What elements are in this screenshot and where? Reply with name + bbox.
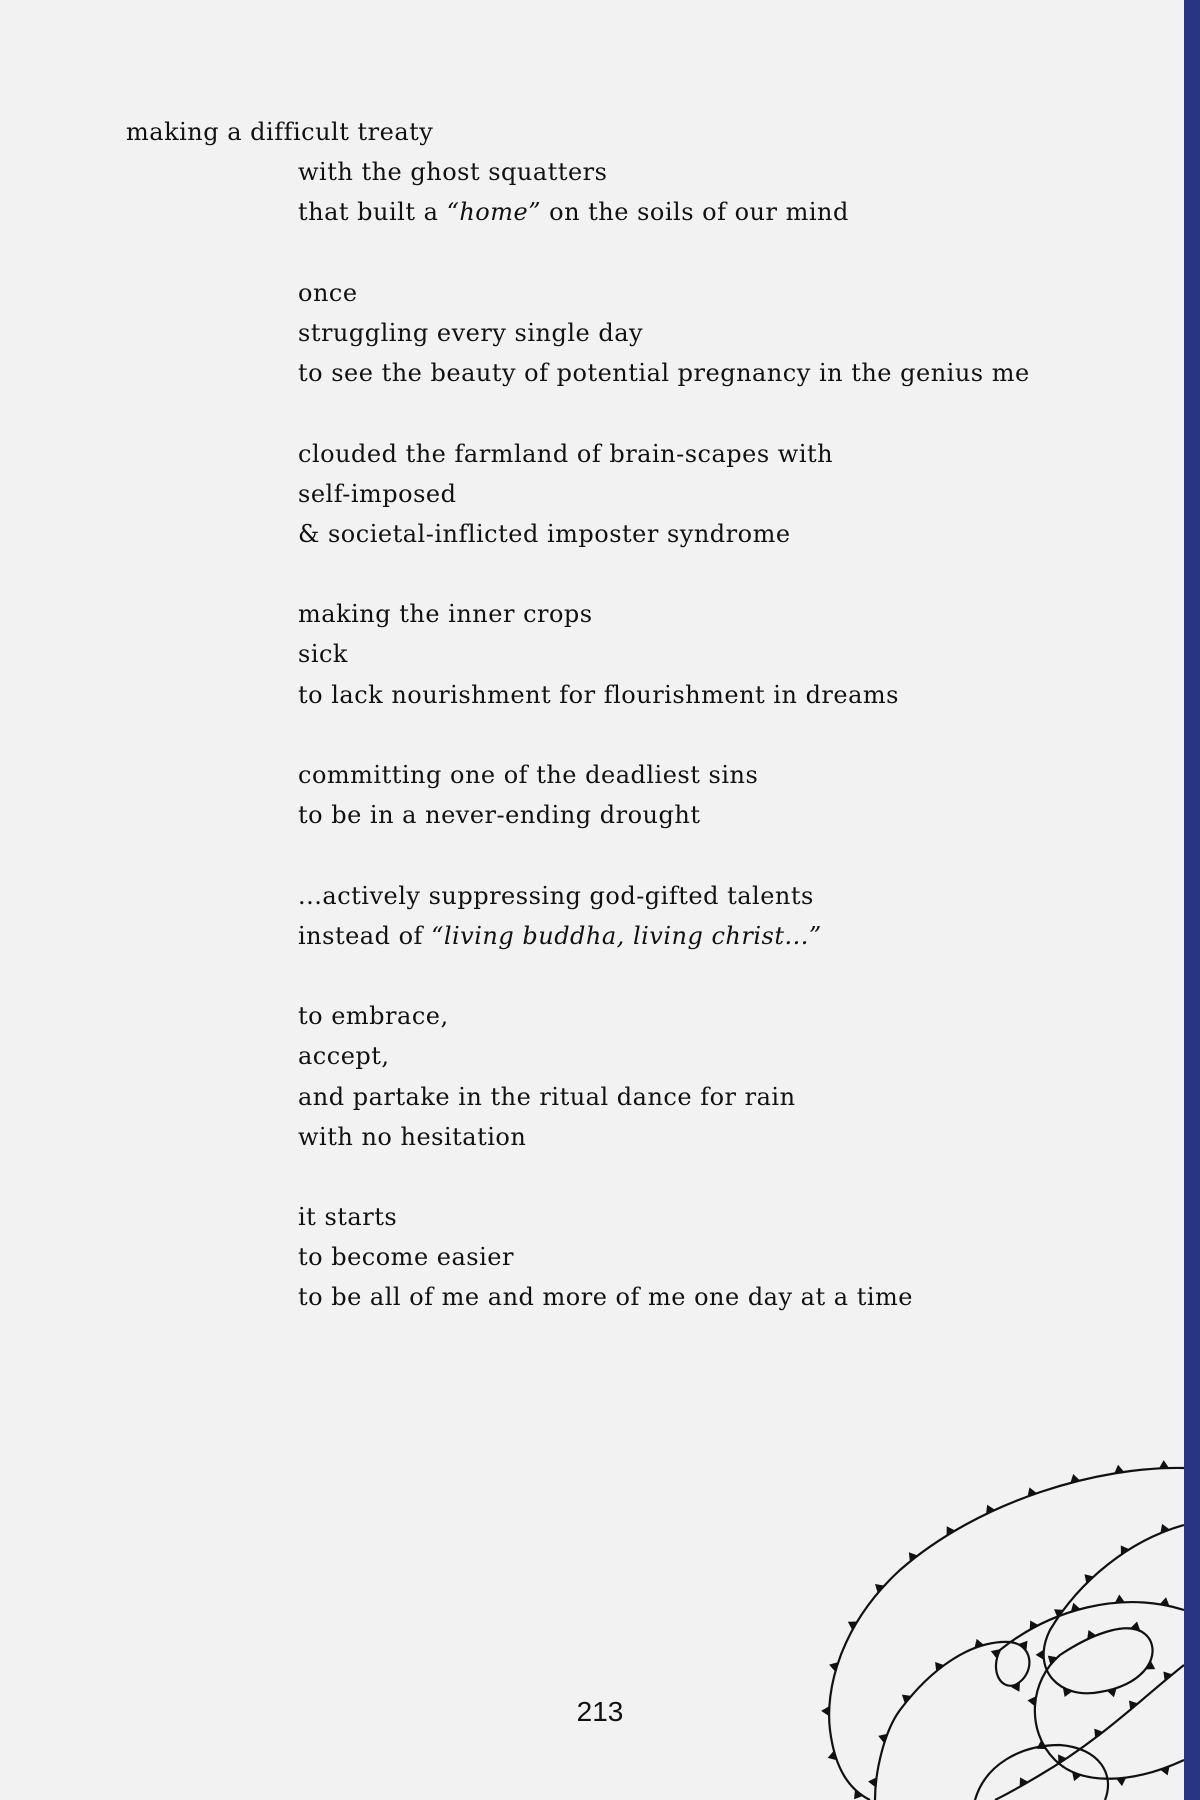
line-text: self-imposed: [298, 479, 457, 508]
barb-mark: [1011, 1682, 1024, 1694]
line-text: making the inner crops: [298, 600, 593, 629]
poem-line: [0, 916, 1180, 956]
page-number: 213: [576, 1696, 624, 1727]
barb-mark: [1081, 1571, 1094, 1584]
poem-line: [0, 273, 1180, 313]
line-text: to become easier: [298, 1243, 514, 1272]
barb-mark: [1146, 1661, 1158, 1674]
page-edge-bar: [1184, 0, 1200, 1800]
barb-mark: [850, 1790, 863, 1800]
line-text: once: [298, 278, 358, 307]
line-text: accept,: [298, 1042, 390, 1071]
barb-mark: [1157, 1522, 1169, 1533]
line-text: ...actively suppressing god-gifted talents: [298, 881, 814, 910]
poem-line: [0, 795, 1180, 835]
poem-line: [0, 594, 1180, 634]
stanza-break: [0, 393, 1180, 433]
poem-line: [0, 1117, 1180, 1157]
poem-line: [0, 1277, 1180, 1317]
poem-line: [0, 675, 1180, 715]
line-text: on the soils of our mind: [540, 198, 849, 227]
poem-line: [0, 313, 1180, 353]
stanza-break: [0, 956, 1180, 996]
poem-line: [0, 1036, 1180, 1076]
decorative-spiral-icon: [800, 1430, 1184, 1800]
barb-mark: [1159, 1460, 1169, 1468]
barb-mark: [1016, 1775, 1029, 1787]
line-text: & societal-inflicted imposter syndrome: [298, 519, 791, 548]
line-text: making a difficult treaty: [126, 118, 434, 146]
poem-line: [0, 514, 1180, 554]
poem-line: [0, 755, 1180, 795]
barb-mark: [1117, 1543, 1130, 1555]
barb-mark: [1125, 1697, 1138, 1710]
barb-mark: [1060, 1688, 1072, 1699]
barb-mark: [1026, 1618, 1039, 1630]
line-text: and partake in the ritual dance for rain: [298, 1082, 796, 1111]
barb-mark: [1044, 1652, 1057, 1665]
barb-mark: [905, 1549, 918, 1561]
poem-line: [0, 996, 1180, 1036]
italic-phrase: “home”: [446, 198, 541, 227]
barb-mark: [1036, 1650, 1044, 1660]
poem-body: [0, 112, 1180, 1318]
line-text: to embrace,: [298, 1002, 449, 1031]
poem-line: [0, 353, 1180, 393]
italic-phrase: “living buddha, living christ...”: [431, 921, 822, 950]
poem-line: [0, 434, 1180, 474]
poem-line: [0, 192, 1180, 232]
stanza-break: [0, 1157, 1180, 1197]
poem-line: [0, 1197, 1180, 1237]
barb-mark: [1114, 1594, 1125, 1603]
barb-mark: [1069, 1772, 1081, 1783]
line-text: instead of: [298, 921, 432, 950]
barb-mark: [845, 1617, 857, 1630]
stanza-break: [0, 715, 1180, 755]
line-text: clouded the farmland of brain-scapes with: [298, 439, 834, 468]
stanza-break: [0, 554, 1180, 594]
line-text: sick: [298, 640, 348, 669]
line-text: to be in a never-ending drought: [298, 801, 701, 830]
line-text: with no hesitation: [298, 1122, 527, 1151]
line-text: with the ghost squatters: [298, 158, 608, 187]
barb-mark: [872, 1580, 885, 1593]
poem-line: [0, 634, 1180, 674]
stanza-break: [0, 233, 1180, 273]
barb-mark: [1113, 1464, 1124, 1473]
line-text: committing one of the deadliest sins: [298, 761, 759, 789]
stanza-break: [0, 835, 1180, 875]
poem-line: [0, 1237, 1180, 1277]
barb-mark: [1019, 1638, 1032, 1650]
line-text: to see the beauty of potential pregnancy in the genius me: [298, 359, 1030, 388]
barb-mark: [821, 1706, 829, 1716]
poem-line: [0, 474, 1180, 514]
barb-mark: [1160, 1668, 1173, 1681]
barb-mark: [1116, 1778, 1127, 1787]
line-text: struggling every single day: [298, 318, 644, 347]
poem-line: [0, 152, 1180, 192]
barb-mark: [931, 1659, 944, 1671]
barb-mark: [983, 1503, 995, 1514]
barb-mark: [899, 1691, 912, 1704]
barb-mark: [1027, 1695, 1036, 1706]
barb-mark: [1090, 1726, 1103, 1738]
barb-mark: [942, 1524, 955, 1536]
poem-line: [0, 876, 1180, 916]
line-text: it starts: [298, 1203, 398, 1232]
barb-mark: [1084, 1628, 1096, 1639]
line-text: that built a: [298, 198, 447, 227]
poem-line: [0, 112, 1180, 152]
line-text: to lack nourishment for flourishment in dreams: [298, 680, 899, 709]
line-text: to be all of me and more of me one day at a time: [298, 1283, 913, 1312]
poem-line: [0, 1077, 1180, 1117]
barb-mark: [868, 1777, 877, 1788]
